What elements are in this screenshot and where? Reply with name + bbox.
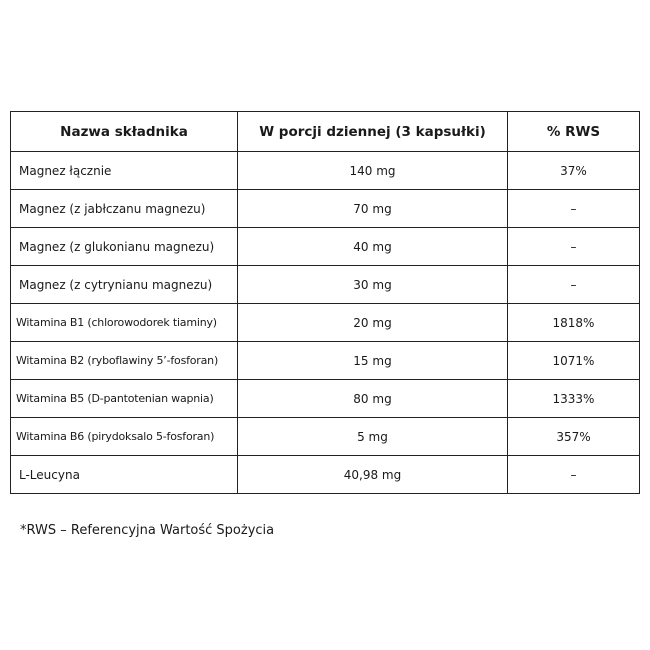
footnote: *RWS – Referencyjna Wartość Spożycia xyxy=(20,523,275,538)
ingredient-name-cell: L-Leucyna xyxy=(11,456,238,494)
amount-cell: 15 mg xyxy=(238,342,508,380)
header-daily-portion: W porcji dziennej (3 kapsułki) xyxy=(238,112,508,152)
table-row xyxy=(11,190,640,228)
rws-cell: 37% xyxy=(508,152,640,190)
amount-cell: 20 mg xyxy=(238,304,508,342)
amount-cell: 70 mg xyxy=(238,190,508,228)
rws-cell: 357% xyxy=(508,418,640,456)
ingredient-name-cell: Magnez łącznie xyxy=(11,152,238,190)
rws-cell: – xyxy=(508,456,640,494)
amount-cell: 5 mg xyxy=(238,418,508,456)
rws-cell: 1071% xyxy=(508,342,640,380)
amount-cell: 80 mg xyxy=(238,380,508,418)
header-rws-percent: % RWS xyxy=(508,112,640,152)
ingredient-name-cell: Witamina B1 (chlorowodorek tiaminy) xyxy=(11,304,238,342)
header-ingredient-name: Nazwa składnika xyxy=(11,112,238,152)
rws-cell: – xyxy=(508,190,640,228)
amount-cell: 40 mg xyxy=(238,228,508,266)
table-row xyxy=(11,456,640,494)
ingredient-name-cell: Magnez (z jabłczanu magnezu) xyxy=(11,190,238,228)
table-row xyxy=(11,152,640,190)
rws-cell: 1333% xyxy=(508,380,640,418)
ingredient-name-cell: Witamina B5 (D-pantotenian wapnia) xyxy=(11,380,238,418)
rws-cell: – xyxy=(508,266,640,304)
amount-cell: 40,98 mg xyxy=(238,456,508,494)
table-row xyxy=(11,266,640,304)
rws-cell: 1818% xyxy=(508,304,640,342)
table-header-row xyxy=(11,112,640,152)
ingredient-name-cell: Magnez (z glukonianu magnezu) xyxy=(11,228,238,266)
table-row xyxy=(11,418,640,456)
nutrition-table xyxy=(10,111,640,494)
table-row xyxy=(11,228,640,266)
ingredient-name-cell: Witamina B6 (pirydoksalo 5-fosforan) xyxy=(11,418,238,456)
table-row xyxy=(11,342,640,380)
amount-cell: 140 mg xyxy=(238,152,508,190)
ingredient-name-cell: Witamina B2 (ryboflawiny 5’-fosforan) xyxy=(11,342,238,380)
nutrition-table-container xyxy=(10,111,639,494)
ingredient-name-cell: Magnez (z cytrynianu magnezu) xyxy=(11,266,238,304)
rws-cell: – xyxy=(508,228,640,266)
table-row xyxy=(11,304,640,342)
table-row xyxy=(11,380,640,418)
amount-cell: 30 mg xyxy=(238,266,508,304)
